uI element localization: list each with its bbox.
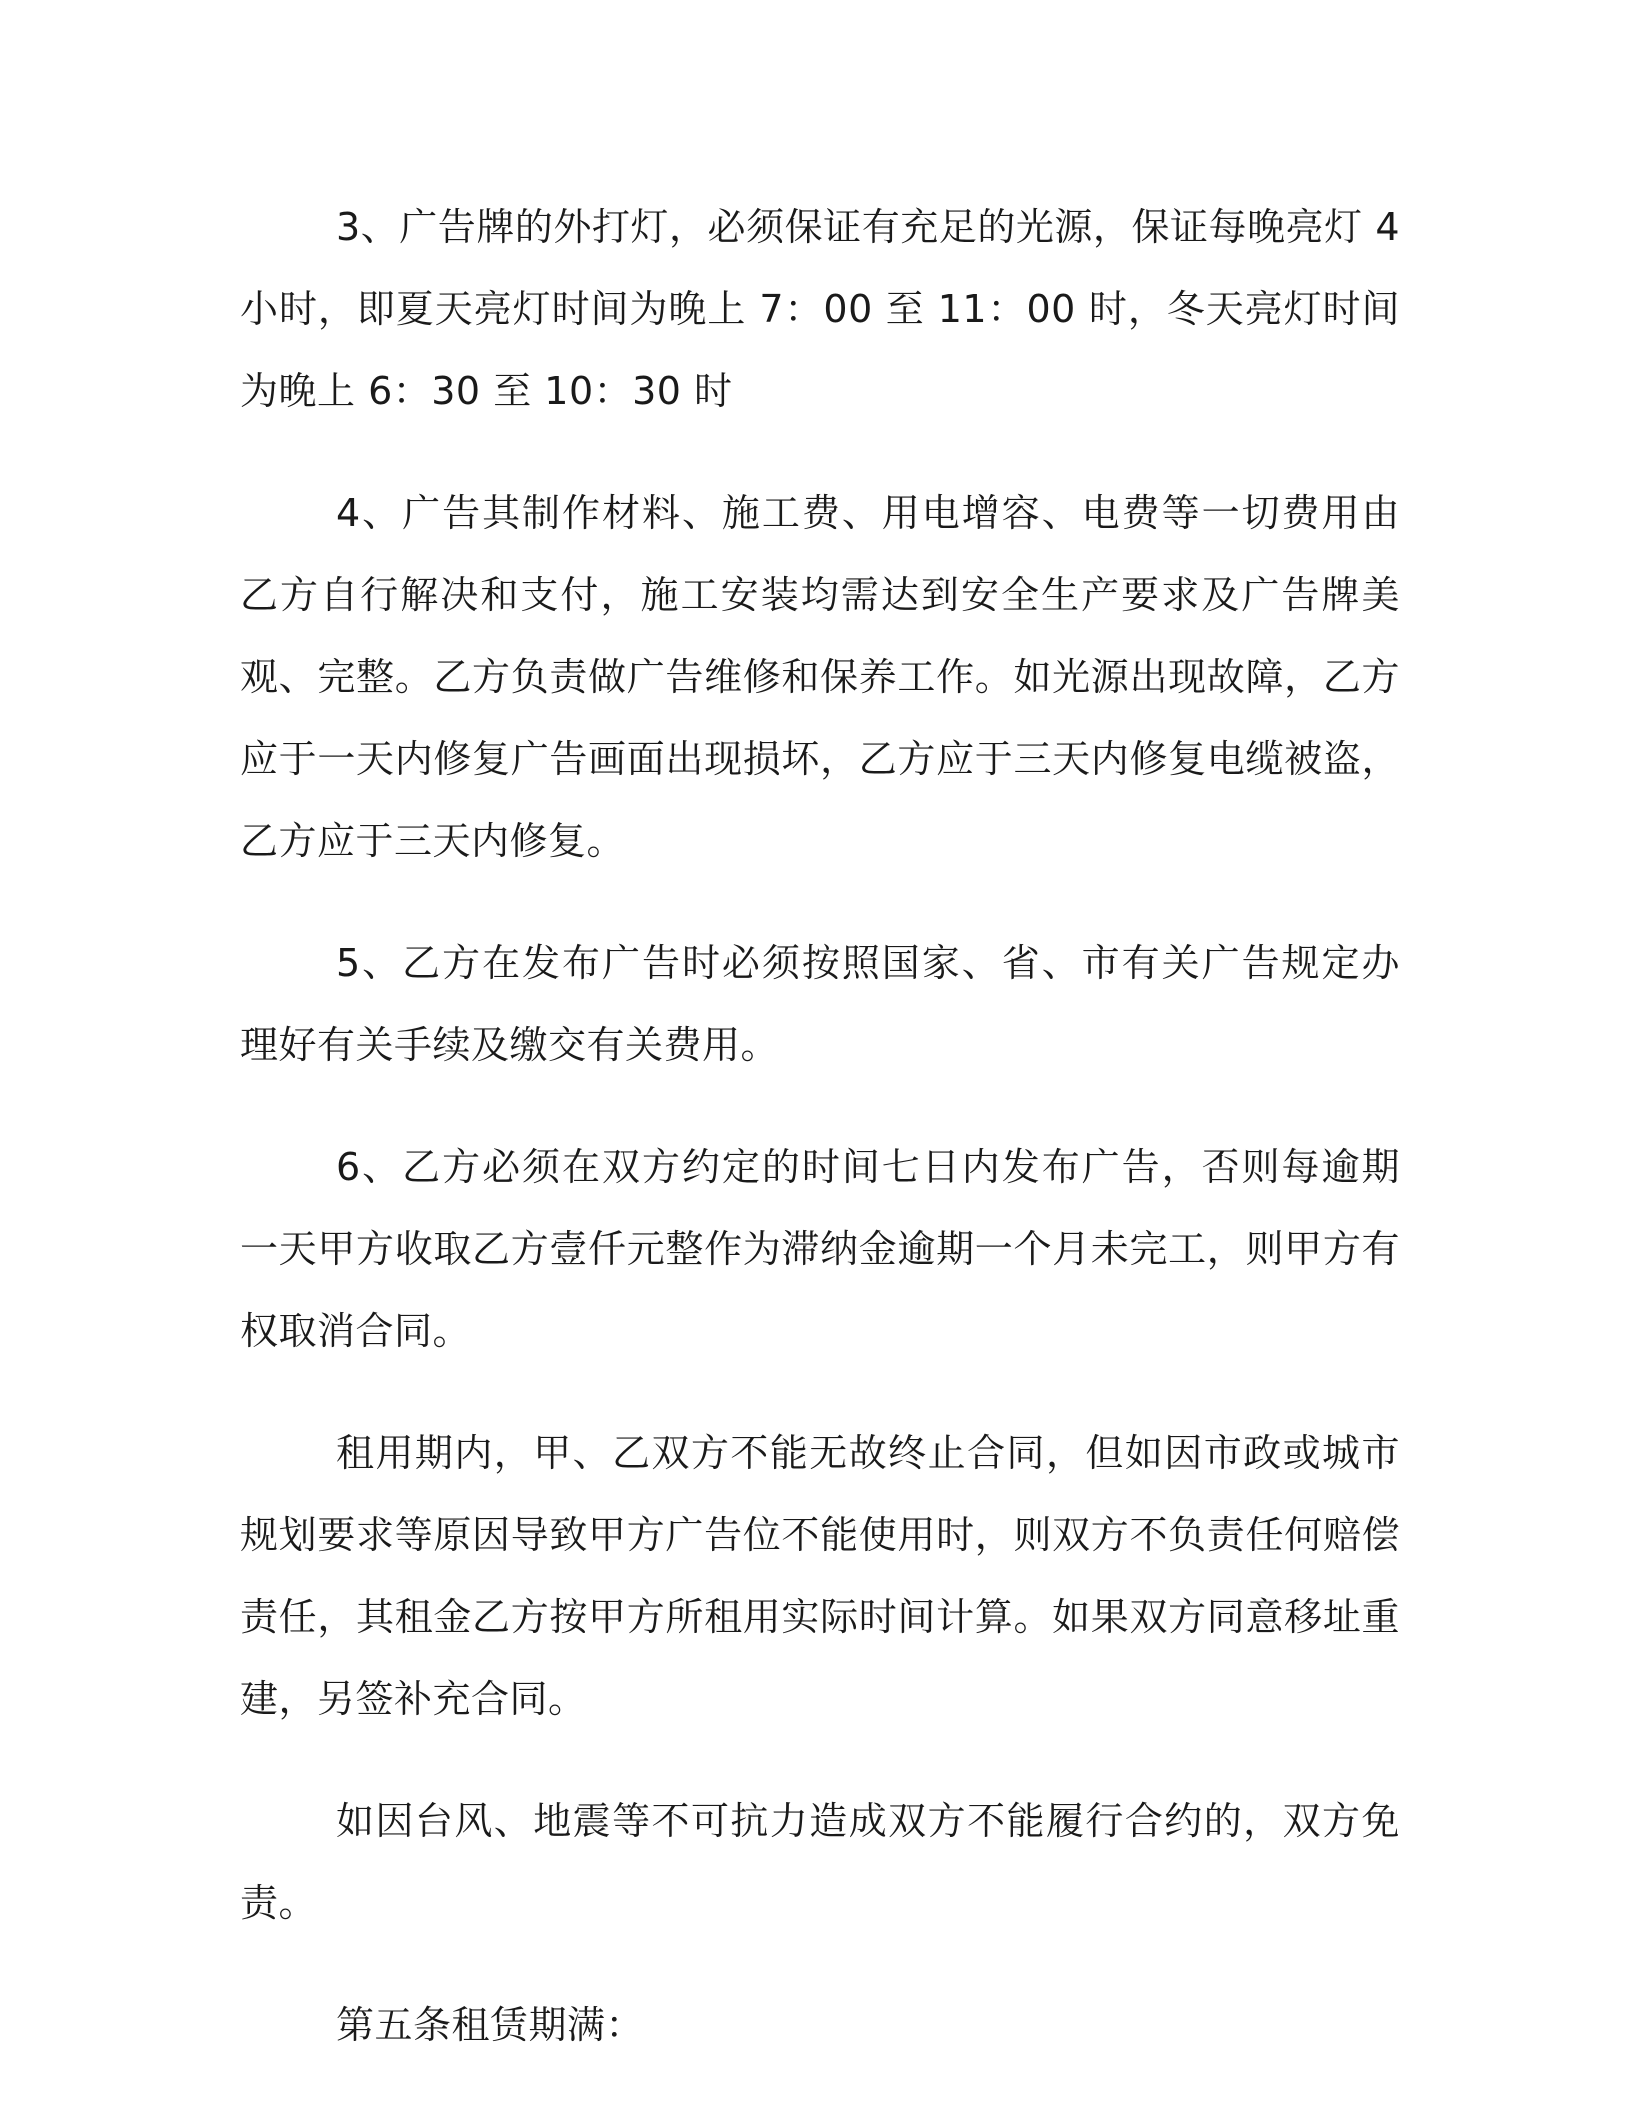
paragraph-clause-5: 5、乙方在发布广告时必须按照国家、省、市有关广告规定办理好有关手续及缴交有关费用。	[240, 941, 1400, 1067]
document-body	[240, 186, 1400, 2066]
paragraph-clause-6: 6、乙方必须在双方约定的时间七日内发布广告，否则每逾期一天甲方收取乙方壹仟元整作为滞纳金逾期一个月未完工，则甲方有权取消合同。	[240, 1145, 1400, 1353]
paragraph-clause-3: 3、广告牌的外打灯，必须保证有充足的光源，保证每晚亮灯 4 小时，即夏天亮灯时间为晚上 7：00 至 11：00 时，冬天亮灯时间为晚上 6：30 至 10：30 时	[240, 205, 1400, 413]
paragraph-force-majeure: 如因台风、地震等不可抗力造成双方不能履行合约的，双方免责。	[240, 1799, 1400, 1925]
section-heading-article-5: 第五条租赁期满：	[336, 2003, 645, 2047]
paragraph-clause-4: 4、广告其制作材料、施工费、用电增容、电费等一切费用由乙方自行解决和支付，施工安装均需达到安全生产要求及广告牌美观、完整。乙方负责做广告维修和保养工作。如光源出现故障，乙方应于一天内修复广告画面出现损坏，乙方应于三天内修复电缆被盗，乙方应于三天内修复。	[240, 491, 1400, 863]
paragraph-lease-termination: 租用期内，甲、乙双方不能无故终止合同，但如因市政或城市规划要求等原因导致甲方广告位不能使用时，则双方不负责任何赔偿责任，其租金乙方按甲方所租用实际时间计算。如果双方同意移址重建，另签补充合同。	[240, 1431, 1400, 1721]
